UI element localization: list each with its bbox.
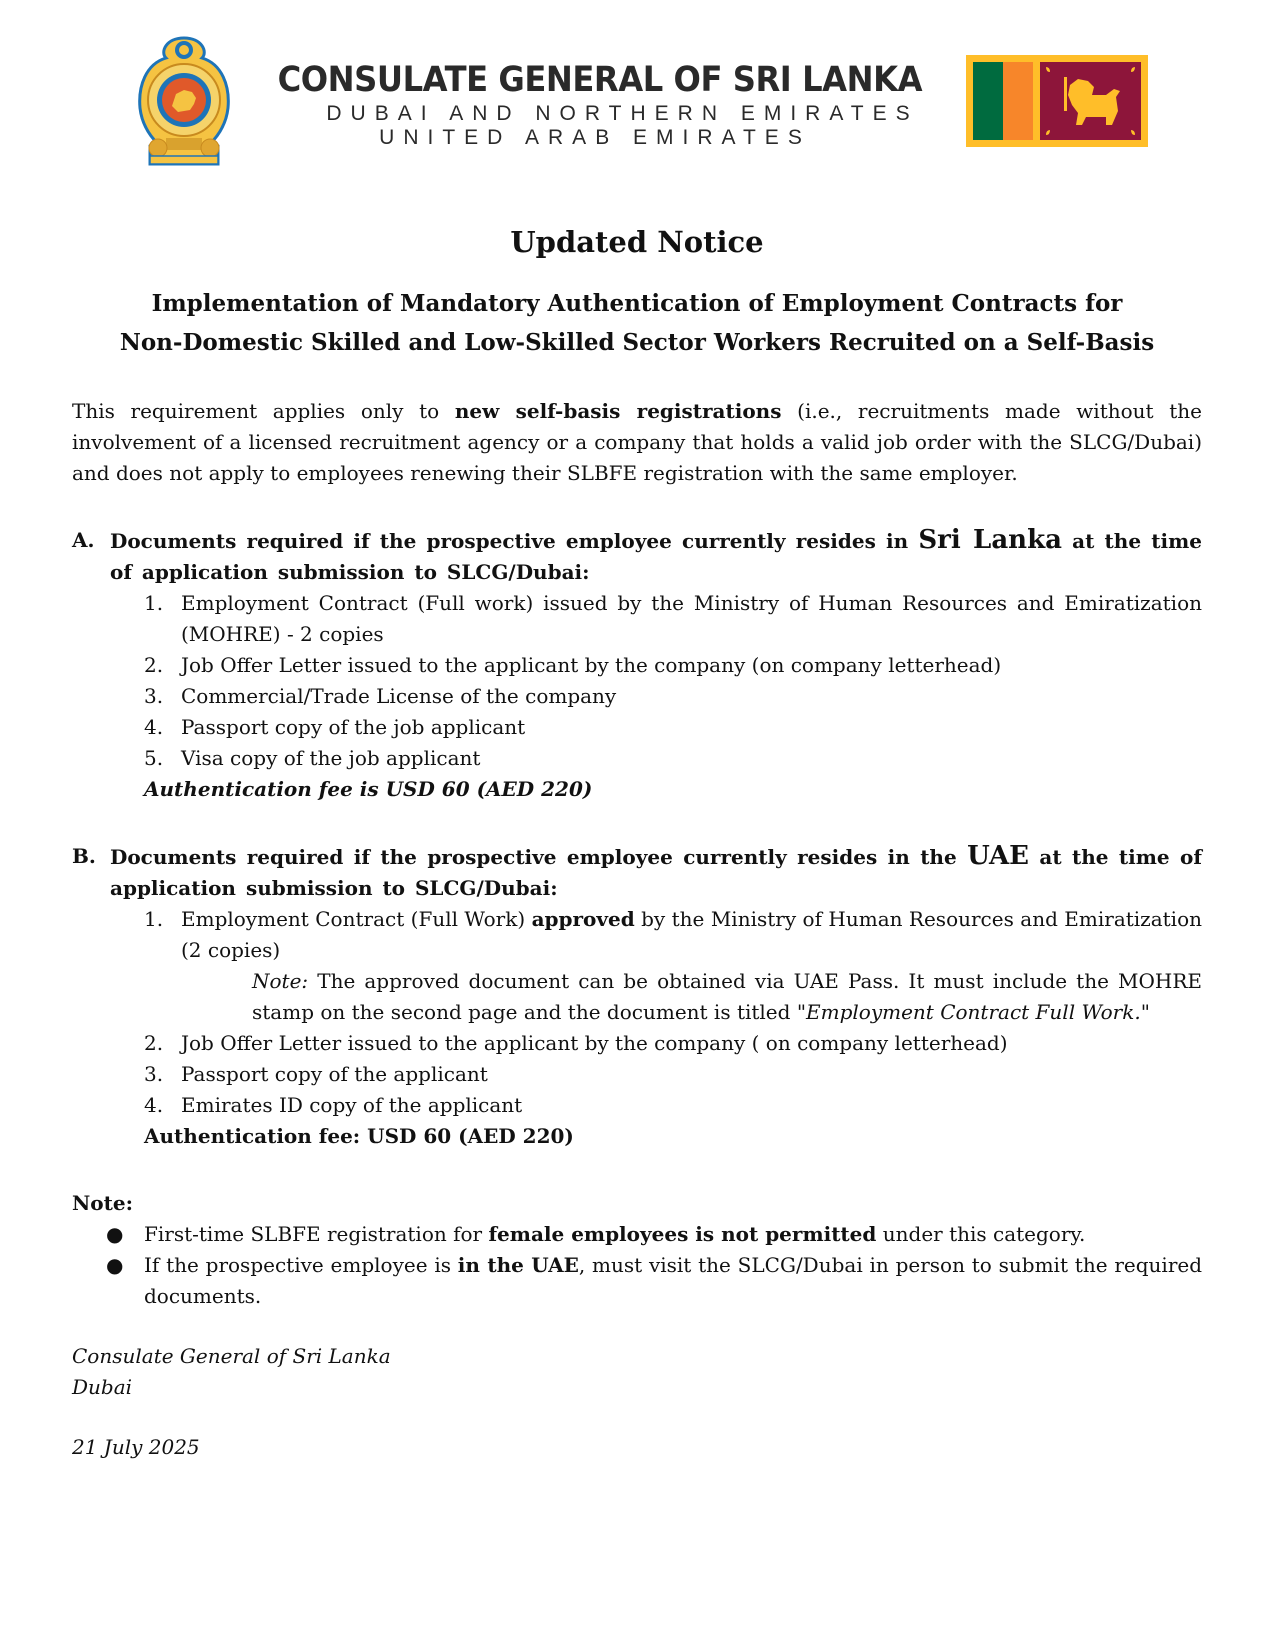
bullet-text-pre: First-time SLBFE registration for [144, 1222, 489, 1246]
section-b-letter: B. [72, 844, 96, 868]
bullet-text-post: under this category. [876, 1222, 1086, 1246]
list-item-number: 2. [144, 653, 164, 677]
bullet-icon: ● [106, 1222, 124, 1246]
intro-text-bold: new self-basis registrations [454, 399, 782, 423]
list-item-number: 3. [144, 1062, 164, 1086]
signature-organization: Consulate General of Sri Lanka [72, 1344, 391, 1368]
note-bullet-list [72, 1219, 1202, 1312]
bullet-icon: ● [106, 1253, 124, 1277]
list-item-text-post: by the Ministry of Human Resources and Emiratization (2 copies) [181, 907, 1202, 962]
bullet-text-bold: in the UAE [457, 1253, 579, 1277]
section-a-heading [72, 525, 1202, 588]
section-b-heading [72, 841, 1202, 904]
subtitle-line-2: Non-Domestic Skilled and Low-Skilled Sector Workers Recruited on a Self-Basis [119, 329, 1155, 356]
list-item-number: 5. [144, 746, 164, 770]
sri-lanka-flag-icon [966, 55, 1148, 147]
intro-text-post: (i.e., recruitments made without the involvement of a licensed recruitment agency or a company that holds a valid job order with the SLCG/Dubai) and does not apply to employees renewing their SLBFE registration with the same employer. [72, 399, 1202, 485]
list-item-text: Passport copy of the job applicant [181, 715, 526, 739]
subtitle-line-1: Implementation of Mandatory Authentication of Employment Contracts for [151, 290, 1123, 317]
section-a-heading-post: at the time of application submission to SLCG/Dubai: [110, 529, 1202, 584]
list-item [72, 588, 1202, 650]
section-b-document-list-continued [72, 1028, 1202, 1121]
bullet-item [72, 1219, 1202, 1250]
note-heading: Note: [72, 1191, 133, 1215]
notice-date: 21 July 2025 [72, 1435, 200, 1459]
section-a-letter: A. [72, 528, 95, 552]
list-item-number: 1. [144, 907, 164, 931]
section-a-fee: Authentication fee is USD 60 (AED 220) [144, 777, 593, 801]
section-b [72, 841, 1202, 1152]
note-quoted-title: "Employment Contract Full Work." [796, 1000, 1150, 1024]
organization-subtitle-line-2: UNITED ARAB EMIRATES [379, 126, 811, 149]
list-item-text: Job Offer Letter issued to the applicant by the company ( on company letterhead) [181, 1031, 1008, 1055]
section-a-heading-location: Sri Lanka [918, 525, 1062, 555]
section-a-document-list [72, 588, 1202, 774]
list-item [72, 1059, 1202, 1090]
notice-title: Updated Notice [510, 225, 764, 259]
list-item-text-pre: Employment Contract (Full Work) [181, 907, 532, 931]
list-item-number: 2. [144, 1031, 164, 1055]
list-item-text: Job Offer Letter issued to the applicant by the company (on company letterhead) [181, 653, 1002, 677]
list-item-number: 3. [144, 684, 164, 708]
list-item-text: Passport copy of the applicant [181, 1062, 488, 1086]
note-label: Note: [252, 969, 309, 993]
bullet-text-bold: female employees is not permitted [488, 1222, 877, 1246]
bullet-item [72, 1250, 1202, 1312]
bullet-text-pre: If the prospective employee is [144, 1253, 458, 1277]
note-text: The approved document can be obtained via UAE Pass. It must include the MOHRE stamp on the second page and the document is titled [252, 969, 1202, 1024]
list-item [72, 743, 1202, 774]
list-item [72, 681, 1202, 712]
notice-subtitle [72, 284, 1202, 362]
intro-text-pre: This requirement applies only to [72, 399, 455, 423]
section-b-item-1-note [72, 966, 1202, 1028]
organization-subtitle-line-1: DUBAI AND NORTHERN EMIRATES [326, 102, 919, 125]
organization-name: CONSULATE GENERAL OF SRI LANKA [277, 60, 923, 100]
signature-city: Dubai [72, 1375, 133, 1399]
list-item-number: 4. [144, 715, 164, 739]
section-a-heading-pre: Documents required if the prospective employee currently resides in [110, 529, 919, 553]
organization-name-block [250, 58, 940, 150]
list-item-text: Emirates ID copy of the applicant [181, 1093, 523, 1117]
list-item [72, 1090, 1202, 1121]
list-item-text: Commercial/Trade License of the company [181, 684, 617, 708]
intro-paragraph [72, 396, 1202, 489]
list-item-number: 1. [144, 591, 164, 615]
list-item-text-bold: approved [531, 907, 635, 931]
section-b-heading-pre: Documents required if the prospective employee currently resides in the [110, 845, 968, 869]
bullet-text-post: , must visit the SLCG/Dubai in person to submit the required documents. [144, 1253, 1203, 1308]
list-item [72, 650, 1202, 681]
list-item [72, 904, 1202, 966]
letterhead [0, 0, 1275, 190]
notice-body [72, 222, 1202, 1463]
section-b-heading-location: UAE [967, 841, 1029, 871]
list-item-number: 4. [144, 1093, 164, 1117]
signature-block [72, 1341, 1202, 1403]
list-item-text: Visa copy of the job applicant [181, 746, 481, 770]
section-b-heading-post: at the time of application submission to SLCG/Dubai: [110, 845, 1203, 900]
section-a [72, 525, 1202, 805]
section-b-document-list [72, 904, 1202, 966]
section-b-fee: Authentication fee: USD 60 (AED 220) [144, 1124, 574, 1148]
list-item [72, 712, 1202, 743]
sri-lanka-coat-of-arms-icon [136, 34, 232, 168]
list-item-text: Employment Contract (Full work) issued by the Ministry of Human Resources and Emiratization (MOHRE) - 2 copies [181, 591, 1202, 646]
list-item [72, 1028, 1202, 1059]
